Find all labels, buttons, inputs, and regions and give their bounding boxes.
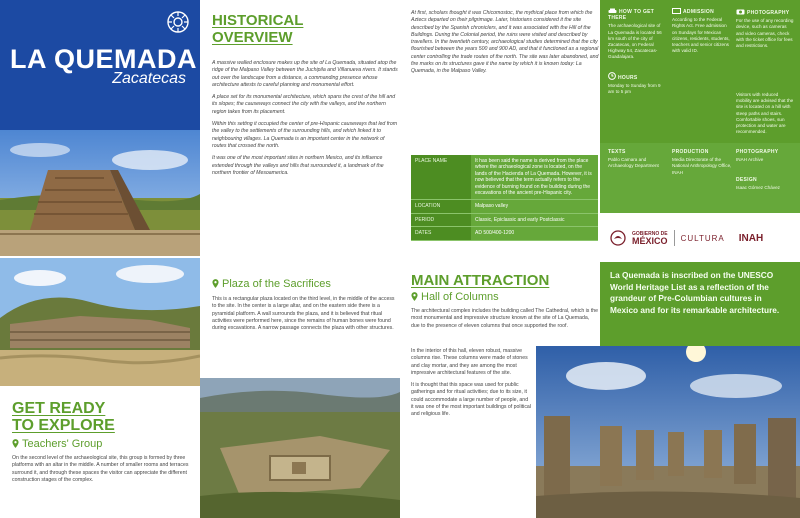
gobierno-line1: GOBIERNO DE	[632, 230, 668, 237]
hall-paragraph-2: In the interior of this hall, eleven robust, massive columns rise. These columns were made of stones and clay mortar, and they are among the most impressive architectural features of the site.	[411, 348, 528, 376]
aerial-plaza-photo	[200, 378, 400, 518]
historical-line2: OVERVIEW	[212, 29, 293, 46]
teachers-group-label: Teachers' Group	[22, 438, 103, 450]
credit-title: TEXTS	[608, 149, 626, 155]
site-title: LA QUEMADA	[10, 44, 197, 74]
hall-columns-text	[411, 348, 531, 419]
info-value: It has been said the name is derived from the place where the archaeological zone is located, on the lands of the Hacienda of La Quemada. However, it is now believed that the term actually refers to the evidence of burning found on the building during the excavations of the ancient pre-Hispanic city.	[471, 155, 598, 199]
hours-title: HOURS	[618, 75, 638, 81]
teachers-group-text: On the second level of the archaeological site, this group is formed by three platforms with an altar in the middle. A number of smaller rooms and terraces surround it, and through these spaces the visitor can appreciate the different construction stages of the complex.	[12, 455, 189, 483]
mexico-eagle-icon	[610, 229, 626, 247]
credit-title: PRODUCTION	[672, 149, 709, 155]
photography-policy	[736, 8, 794, 49]
main-attraction-heading: MAIN ATTRACTION	[411, 272, 550, 289]
photography-text: For the use of any recording device, such as cameras and video cameras, check with the ticket office for fees and restrictions.	[736, 18, 794, 49]
historical-paragraph-2: A place set for its monumental architecture, which spans the crest of the hill and its slopes; the causeways connect the city with the valleys, and the northern region takes from its placement.	[212, 94, 396, 115]
info-value: AD 500/400-1200	[471, 227, 598, 239]
site-subtitle: Zacatecas	[112, 70, 186, 87]
ruins-terraces-photo	[0, 258, 200, 386]
credit-item	[608, 149, 666, 170]
how-to-get-text: The archaeological site of La Quemada is located 56 km south of the city of Zacatecas, on Federal Highway 54, Zacatecas-Guadalajara.	[608, 23, 662, 60]
info-value: Malpaso valley	[471, 200, 598, 212]
hall-of-columns-label: Hall of Columns	[421, 291, 499, 303]
credit-text: Media Directorate of the National Anthropology Office, INAH	[672, 157, 732, 175]
info-row	[411, 227, 598, 240]
credits-panel	[600, 143, 800, 213]
camera-icon	[736, 8, 745, 15]
ticket-icon	[672, 8, 681, 14]
info-row	[411, 200, 598, 213]
teachers-group-subtitle	[12, 438, 102, 450]
historical-paragraph-3: Within this setting it occupied the center of pre-Hispanic causeways that led from the valley to the settlements of the surrounding hills, and which linked it to neighbouring villages. La Quemada is an important center in the network of routes that crossed the north.	[212, 121, 398, 149]
location-pin-icon	[12, 439, 19, 448]
hall-of-columns-subtitle	[411, 291, 499, 303]
history-intro-text: At first, scholars thought it was Chicomostoc, the mythical place from which the Aztecs departed on their pilgrimage. Later, historians considered it the site described by the Spanish chroniclers, and it was associated with the Hill of the Buildings. During the Colonial period, the ruins were visited and described by travellers. In the twentieth century, archaeological studies determined that the city flourished between the years 500 and 900 AD, and that it functioned as a regional center controlling the trade routes of the north. The site was later abandoned, and fire marks on its structures gave it the name by which it is known today: La Quemada, in the Malpaso Valley.	[411, 10, 599, 75]
title-banner	[0, 0, 200, 130]
credit-item	[672, 149, 732, 176]
plaza-title: Plaza of the Sacrifices	[222, 278, 331, 290]
get-ready-line2: TO EXPLORE	[12, 417, 115, 434]
how-to-get-there	[608, 8, 664, 61]
location-pin-icon	[411, 292, 418, 301]
admission	[672, 8, 730, 54]
info-row	[411, 155, 598, 200]
credit-item	[736, 149, 794, 163]
clock-icon	[608, 72, 616, 80]
accessibility-note: Visitors with reduced mobility are advised that the site is located on a hill with steep paths and stairs. Comfortable shoes, sun protection and water are recommended.	[736, 92, 794, 135]
plaza-subtitle	[212, 278, 331, 290]
historical-overview-heading	[212, 12, 303, 46]
credit-item	[736, 177, 794, 191]
cultura-logo: CULTURA	[680, 233, 725, 243]
credit-text: Pablo Camara and Archaeology Department	[608, 157, 659, 169]
plaza-text: This is a rectangular plaza located on the third level, in the middle of the access to the site. In the center is a large altar, and on the eastern side there is a pyramidal platform. A wall surrounds the plaza, and it is believed that ritual activities were performed here, since the remains of human bones were found during excavations. A narrow passage connects the plaza with other structures.	[212, 296, 395, 332]
photography-title: PHOTOGRAPHY	[747, 10, 790, 16]
visitor-info-panel	[600, 0, 800, 143]
hours	[608, 72, 664, 96]
admission-text: According to the Federal Rights Act. Free admission on Sundays for Mexican citizens, residents, students, teachers and senior citizens with valid ID.	[672, 17, 730, 54]
historical-text	[212, 60, 398, 177]
inah-logo: INAH	[738, 232, 764, 244]
admission-title: ADMISSION	[683, 9, 715, 15]
site-info-table	[411, 155, 598, 241]
credit-title: PHOTOGRAPHY	[736, 149, 779, 155]
pre-hispanic-emblem-icon	[166, 10, 190, 34]
hall-paragraph-3: It is thought that this space was used for public gatherings and for ritual activities; due to its size, it could accommodate a large number of people, and it was one of the most important buildings of political and religious life.	[411, 382, 531, 418]
hours-text: Monday to Sunday from 9 am to 5 pm	[608, 83, 661, 95]
info-value: Classic, Epiclassic and early Postclassic	[471, 214, 598, 226]
sponsor-logos	[610, 226, 795, 250]
info-label: LOCATION	[411, 200, 471, 212]
credit-text: Isaac Gómez Chávez	[736, 185, 780, 191]
how-to-get-title: HOW TO GET THERE	[608, 9, 655, 22]
historical-paragraph-1: A massive walled enclosure makes up the site of La Quemada, situated atop the ridge of the Malpaso Valley between the Juchipila and Villanueva rivers. It stands out over the landscape from a distance, a commanding presence whose architecture attests to careful planning and monumental effort.	[212, 60, 398, 88]
get-ready-heading	[12, 400, 115, 434]
get-ready-line1: GET READY	[12, 400, 106, 417]
credit-title: DESIGN	[736, 177, 757, 183]
historical-line1: HISTORICAL	[212, 12, 304, 29]
info-row	[411, 214, 598, 227]
credit-text: INAH Archive	[736, 157, 764, 163]
gobierno-line2: MÉXICO	[632, 235, 668, 246]
info-label: DATES	[411, 227, 471, 239]
car-icon	[608, 8, 617, 14]
info-label: PERIOD	[411, 214, 471, 226]
location-pin-icon	[212, 279, 219, 288]
hall-of-columns-photo	[536, 346, 800, 518]
hall-intro-text: The architectural complex includes the building called The Cathedral, which is the most monumental and impressive structure known at the site of La Quemada, due to the presence of eleven columns that once supported the roof.	[411, 308, 599, 329]
votive-pyramid-photo	[0, 130, 200, 256]
unesco-statement: La Quemada is inscribed on the UNESCO World Heritage List as a reflection of the grandeur of Pre-Columbian cultures in Mexico and for its remarkable architecture.	[600, 262, 800, 346]
gobierno-logo	[632, 231, 668, 246]
historical-paragraph-4: It was one of the most important sites in northern Mexico, and its influence extended through the valleys and hills that surrounded it, a landmark of the northern frontier of Mesoamerica.	[212, 155, 384, 176]
info-label: PLACE NAME	[411, 155, 471, 199]
